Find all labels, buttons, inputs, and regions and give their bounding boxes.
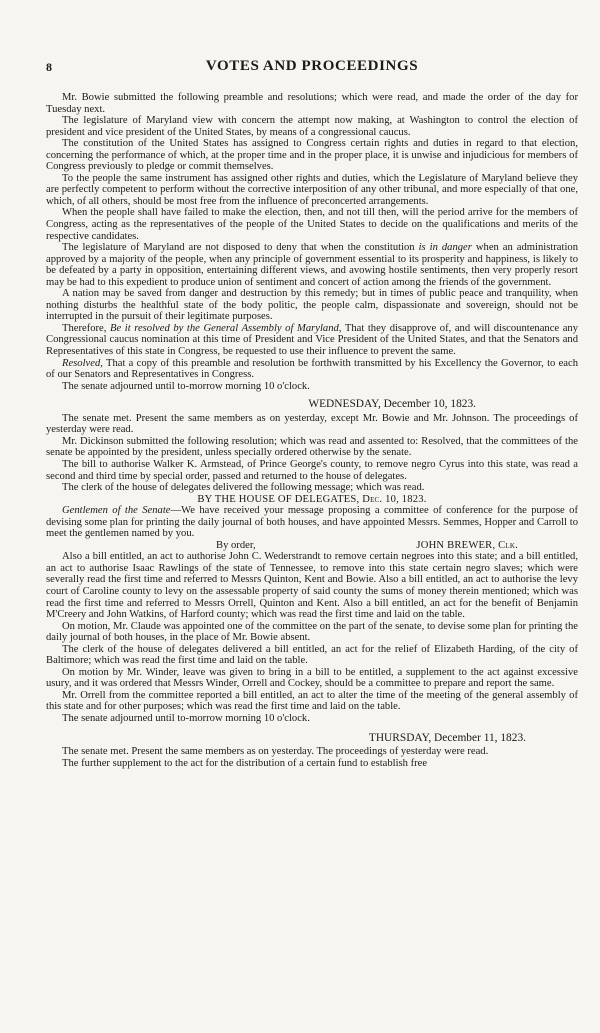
paragraph-gentlemen-message: Gentlemen of the Senate—We have received your message proposing a committee of conference for the purpose of devising some plan for printing the daily journal of both houses, and have appointed Messrs. Semmes, Hopper and Carroll to meet the gentlemen named by you. — [46, 505, 578, 540]
paragraph-dickinson-resolution: Mr. Dickinson submitted the following resolution; which was read and assented to: Resolved, that the committees of the senate be appointed by the president, unless specially ordered otherwise by the senate. — [46, 435, 578, 459]
paragraph-preamble-2: The constitution of the United States has assigned to Congress certain rights and duties in regard to that election, concerning the performance of which, at the proper time and in the proper place, it is unwise and injudicious for members of Congress previously to pledge or commit themselves. — [46, 138, 578, 173]
clerk-name: JOHN BREWER, Clk. — [416, 539, 518, 551]
page-number: 8 — [46, 60, 52, 74]
paragraph-clerk-message: The clerk of the house of delegates delivered the following message; which was read. — [62, 482, 425, 494]
paragraph-harding-bill: The clerk of the house of delegates delivered a bill entitled, an act for the relief of Elizabeth Harding, of the city of Baltimore; which was read the first time and laid on the table. — [46, 643, 578, 667]
running-title: VOTES AND PROCEEDINGS — [205, 58, 419, 74]
date-heading-wednesday: WEDNESDAY, December 10, 1823. — [308, 398, 476, 411]
paragraph-adjourned-1: The senate adjourned until to-morrow morning 10 o'clock. — [62, 380, 310, 392]
paragraph-bowie-submits: Mr. Bowie submitted the following preamble and resolutions; which were read, and made the order of the day for Tuesday next. — [46, 92, 578, 115]
paragraph-senate-met-1: The senate met. Present the same members as on yesterday, except Mr. Bowie and Mr. Johnson. The proceedings of yesterday were read. — [46, 412, 578, 436]
paragraph-adjourned-2: The senate adjourned until to-morrow morning 10 o'clock. — [62, 712, 310, 724]
paragraph-further-supplement: The further supplement to the act for the distribution of a certain fund to establish free — [62, 757, 428, 769]
paragraph-orrell-report: Mr. Orrell from the committee reported a bill entitled, an act to alter the time of the meeting of the general assembly of this state and for other purposes; which was read the first time and laid on the table. — [46, 689, 578, 713]
paragraph-senate-met-2: The senate met. Present the same members as on yesterday. The proceedings of yesterday were read. — [62, 746, 489, 758]
paragraph-resolution-1: Therefore, Be it resolved by the General Assembly of Maryland, That they disapprove of, and will discountenance any Congressional caucus nomination at this time of President and Vice President of the United States, and that the Senators and Representatives of this state in Congress, be requested to use their influence to prevent the same. — [46, 322, 578, 358]
paragraph-claude-appointed: On motion, Mr. Claude was appointed one of the committee on the part of the senate, to devise some plan for printing the daily journal of both houses, in the place of Mr. Bowie absent. — [46, 620, 578, 644]
page-header — [46, 58, 578, 78]
paragraph-resolution-2: Resolved, That a copy of this preamble and resolution be forthwith transmitted by his Excellency the Governor, to each of our Senators and Representatives in Congress. — [46, 357, 578, 381]
by-order: By order, — [216, 539, 256, 551]
house-of-delegates-heading: BY THE HOUSE OF DELEGATES, Dec. 10, 1823. — [197, 493, 427, 505]
paragraph-preamble-1: The legislature of Maryland view with concern the attempt now making, at Washington to control the election of president and vice president of the United States, by means of a congressional caucus. — [46, 115, 578, 138]
paragraph-bills-referred: Also a bill entitled, an act to authorise John C. Wederstrandt to remove certain negroes into this state; and a bill entitled, an act to authorise Isaac Rawlings of the state of Tennessee, to remove into this state certain negro slaves; which were severally read the first time and referred to Messrs Quinton, Kent and Bowie. Also a bill entitled, an act to authorise the levy court of Caroline county to levy on the assessable property of said county the sums of money therein mentioned; which was read the first time and referred to Messrs Orrell, Quinton and Kent. Also a bill entitled, an act for the benefit of Benjamin M'Creery and John Watkins, of Harford county; which was read the first time and laid on the table. — [46, 551, 578, 621]
signature-line — [46, 540, 578, 552]
journal-body — [46, 92, 578, 769]
paragraph-armstead-bill: The bill to authorise Walker K. Armstead, of Prince George's county, to remove negro Cyrus into this state, was read a second and third time by special order, passed and returned to the house of delegates. — [46, 458, 578, 482]
paragraph-preamble-6: A nation may be saved from danger and destruction by this remedy; but in times of public peace and tranquility, when nothing disturbs the healthful state of the body politic, the people calm, dispassionate and sovereign, should not be interrupted in the pursuit of their legitimate purposes. — [46, 288, 578, 323]
date-heading-thursday: THURSDAY, December 11, 1823. — [368, 731, 526, 744]
paragraph-preamble-5: The legislature of Maryland are not disposed to deny that when the constitution is in danger when an administration approved by a majority of the people, when any principle of government essential to its prosperity and happiness, is likely to be defeated by a party in opposition, entertaining different views, and avowing hostile sentiments, then very properly resort may be had to this expedient to produce union of sentiment and concert of action among the friends of the government. — [46, 242, 578, 288]
paragraph-preamble-4: When the people shall have failed to make the election, then, and not till then, will the period arrive for the members of Congress, acting as the representatives of the people of the United States to decide on the qualifications and merits of the respective candidates. — [46, 207, 578, 242]
paragraph-winder-usury: On motion by Mr. Winder, leave was given to bring in a bill to be entitled, a supplement to the act against excessive usury, and it was ordered that Messrs Winder, Orrell and Cockey, should be a committee to prepare and report the same. — [46, 666, 578, 690]
paragraph-preamble-3: To the people the same instrument has assigned other rights and duties, which the Legislature of Maryland believe they are perfectly competent to perform without the corrective interposition of any other tribunal, and more especially of that one, which, of all others, should be most free from the influence of preconcerted arrangements. — [46, 172, 578, 207]
